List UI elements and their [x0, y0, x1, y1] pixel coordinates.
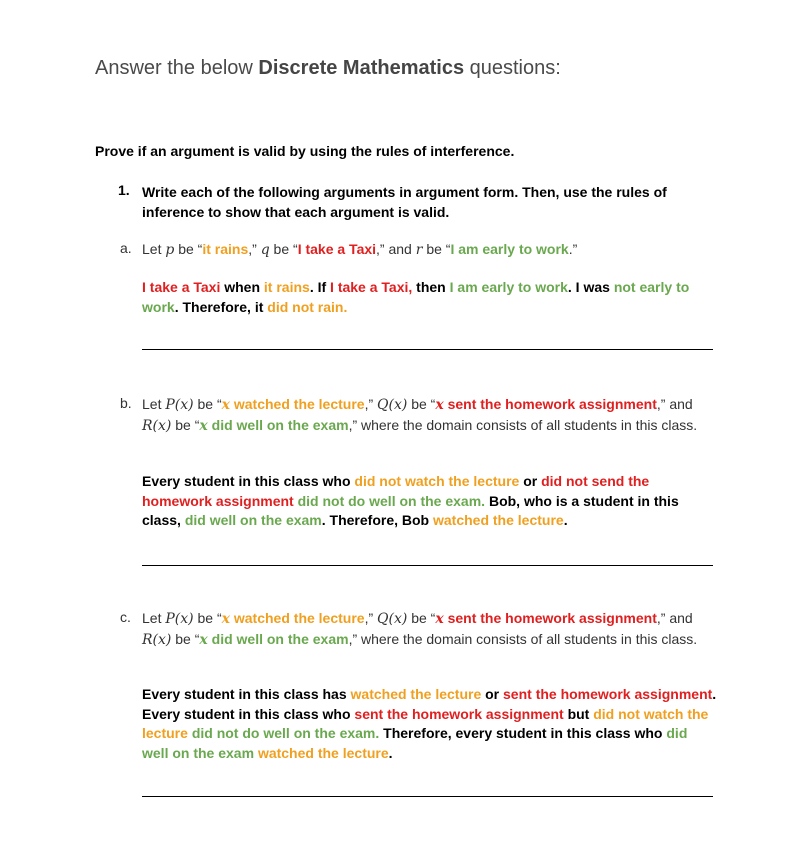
part-b-argument: Every student in this class who did not watch the lecture or did not send the homework assignment did not do well on the exam. Bob, who is a student in this class, did well on the exam. Therefore, Bob watched the lecture. [142, 473, 679, 528]
part-a-argument: I take a Taxi when it rains. If I take a Taxi, then I am early to work. I was not early to work. Therefore, it did not rain. [142, 279, 690, 315]
answer-line-a[interactable] [142, 349, 713, 350]
page-title: Answer the below Discrete Mathematics questions: [95, 57, 561, 79]
part-a-letter: a. [120, 240, 132, 256]
part-c-letter: c. [120, 609, 131, 625]
answer-line-c[interactable] [142, 796, 713, 797]
part-c-argument: Every student in this class has watched the lecture or sent the homework assignment. Every student in this class who sent the homework assignment but did not watch the lecture did not do well on the exam. Therefore, every student in this class who did well on the exam watched the lecture. [142, 686, 717, 761]
question-number: 1. [118, 182, 130, 198]
answer-line-b[interactable] [142, 565, 713, 566]
part-b-definitions: Let P(x) be “x watched the lecture,” Q(x) be “x sent the homework assignment,” and R(x) be “x did well on the exam,” where the domain consists of all students in this class. [142, 396, 698, 434]
part-c-definitions: Let P(x) be “x watched the lecture,” Q(x) be “x sent the homework assignment,” and R(x) be “x did well on the exam,” where the domain consists of all students in this class. [142, 610, 698, 648]
title-subject: Discrete Mathematics [258, 57, 465, 79]
instructions: Prove if an argument is valid by using the rules of interference. [95, 143, 515, 159]
part-b-letter: b. [120, 395, 132, 411]
part-a-definitions: Let p be “it rains,” q be “I take a Taxi,” and r be “I am early to work.” [142, 241, 578, 258]
question-text: Write each of the following arguments in argument form. Then, use the rules of inference to show that each argument is valid. [142, 184, 667, 220]
